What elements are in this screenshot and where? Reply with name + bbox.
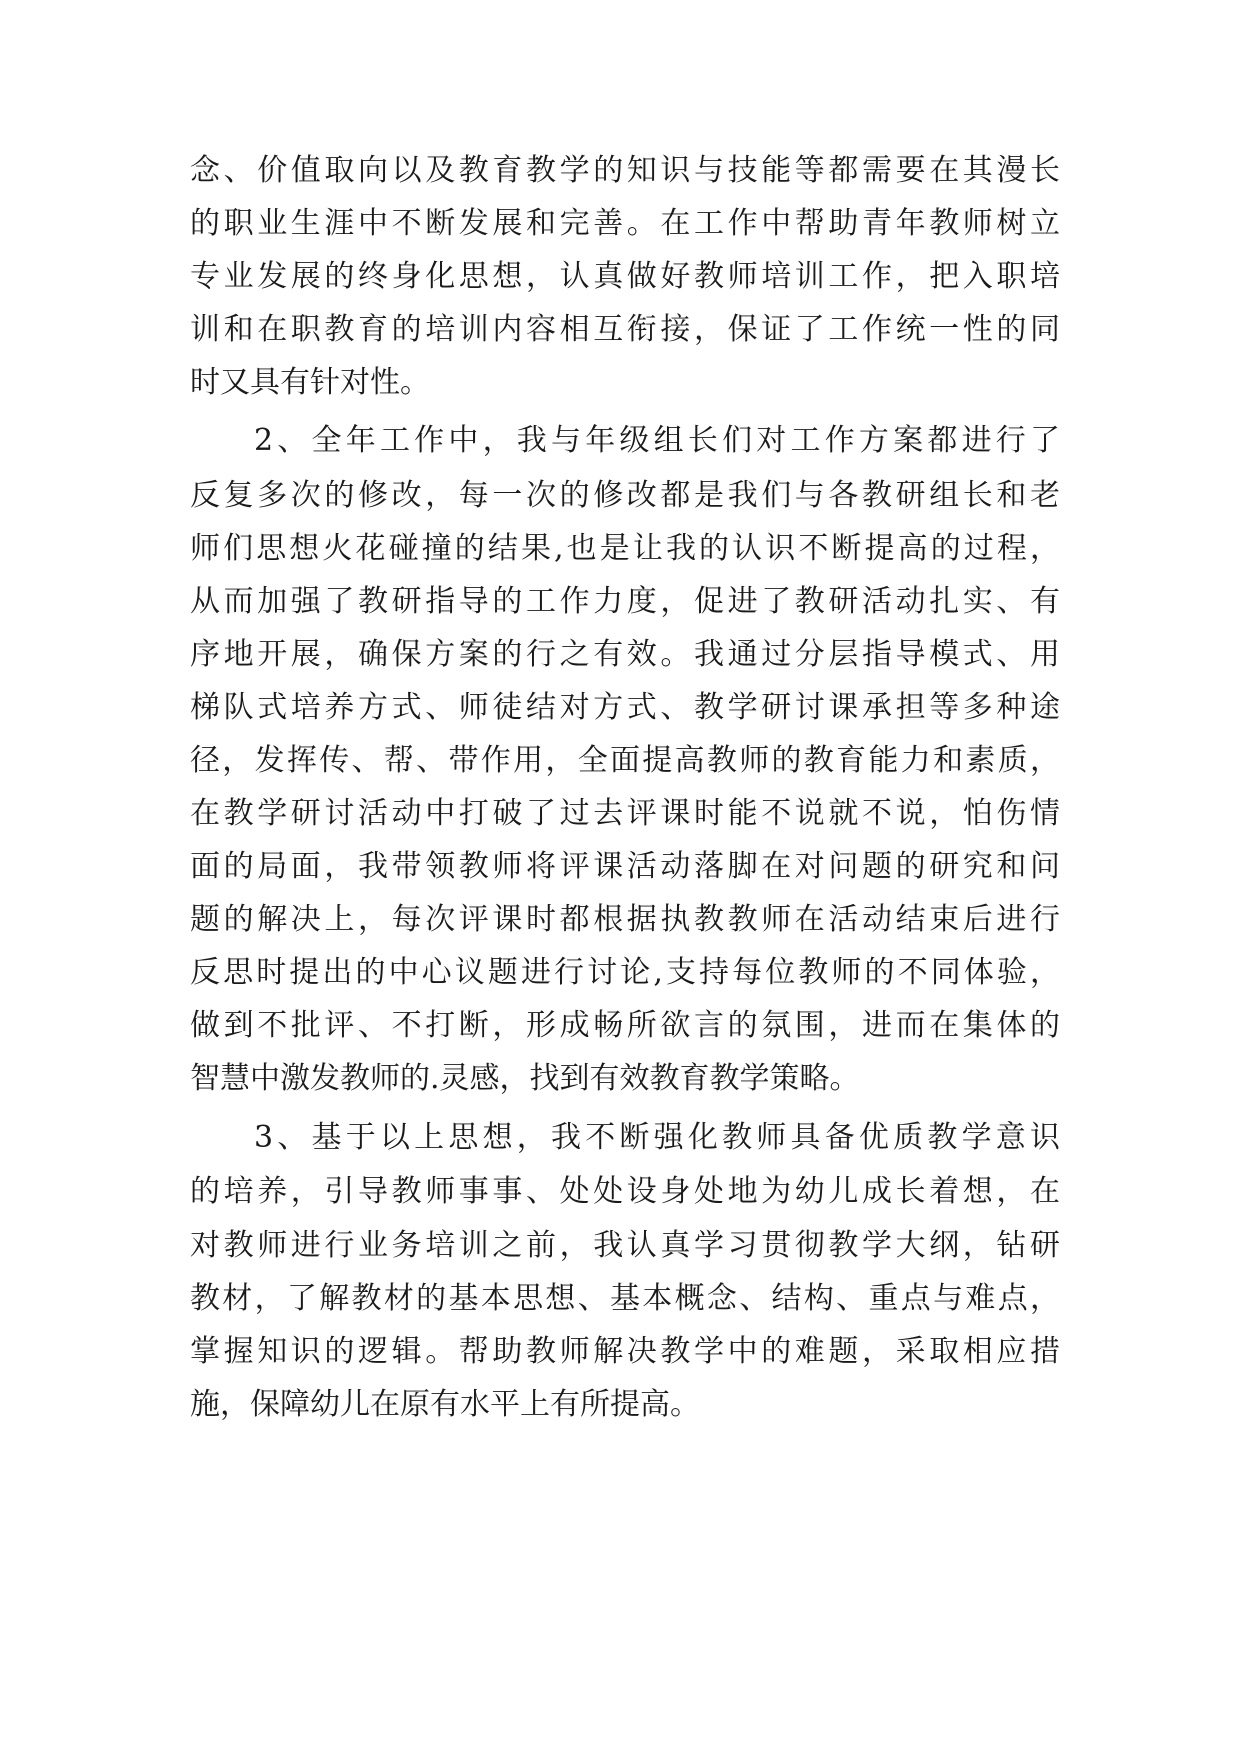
paragraph-line: 师们思想火花碰撞的结果,也是让我的认识不断提高的过程，	[190, 531, 1060, 566]
paragraph-line: 面的局面，我带领教师将评课活动落脚在对问题的研究和问	[190, 849, 1060, 884]
paragraph-line: 反思时提出的中心议题进行讨论,支持每位教师的不同体验，	[190, 955, 1060, 990]
paragraph-line: 智慧中激发教师的.灵感，找到有效教育教学策略。	[190, 1061, 860, 1096]
paragraph-line: 对教师进行业务培训之前，我认真学习贯彻教学大纲，钻研	[190, 1228, 1060, 1263]
paragraph-line: 3、基于以上思想，我不断强化教师具备优质教学意识	[254, 1120, 1060, 1155]
paragraph-line: 在教学研讨活动中打破了过去评课时能不说就不说，怕伤情	[190, 796, 1060, 831]
paragraph-line: 题的解决上，每次评课时都根据执教教师在活动结束后进行	[190, 902, 1060, 937]
paragraph-line: 的职业生涯中不断发展和完善。在工作中帮助青年教师树立	[190, 206, 1060, 241]
paragraph-line: 的培养，引导教师事事、处处设身处地为幼儿成长着想，在	[190, 1174, 1060, 1209]
paragraph-line: 从而加强了教研指导的工作力度，促进了教研活动扎实、有	[190, 584, 1060, 619]
paragraph-line: 专业发展的终身化思想，认真做好教师培训工作，把入职培	[190, 259, 1060, 294]
paragraph-line: 施，保障幼儿在原有水平上有所提高。	[190, 1387, 700, 1422]
paragraph-line: 梯队式培养方式、师徒结对方式、教学研讨课承担等多种途	[190, 690, 1060, 725]
paragraph-line: 掌握知识的逻辑。帮助教师解决教学中的难题，采取相应措	[190, 1334, 1060, 1369]
paragraph-line: 时又具有针对性。	[190, 365, 430, 400]
paragraph-line: 序地开展，确保方案的行之有效。我通过分层指导模式、用	[190, 637, 1060, 672]
paragraph-line: 反复多次的修改，每一次的修改都是我们与各教研组长和老	[190, 478, 1060, 513]
paragraph-line: 念、价值取向以及教育教学的知识与技能等都需要在其漫长	[190, 153, 1060, 188]
paragraph-line: 教材，了解教材的基本思想、基本概念、结构、重点与难点，	[190, 1281, 1060, 1316]
paragraph-line: 训和在职教育的培训内容相互衔接，保证了工作统一性的同	[190, 312, 1060, 347]
paragraph-line: 做到不批评、不打断，形成畅所欲言的氛围，进而在集体的	[190, 1008, 1060, 1043]
paragraph-line: 径，发挥传、帮、带作用，全面提高教师的教育能力和素质，	[190, 743, 1060, 778]
paragraph-line: 2、全年工作中，我与年级组长们对工作方案都进行了	[254, 423, 1060, 458]
